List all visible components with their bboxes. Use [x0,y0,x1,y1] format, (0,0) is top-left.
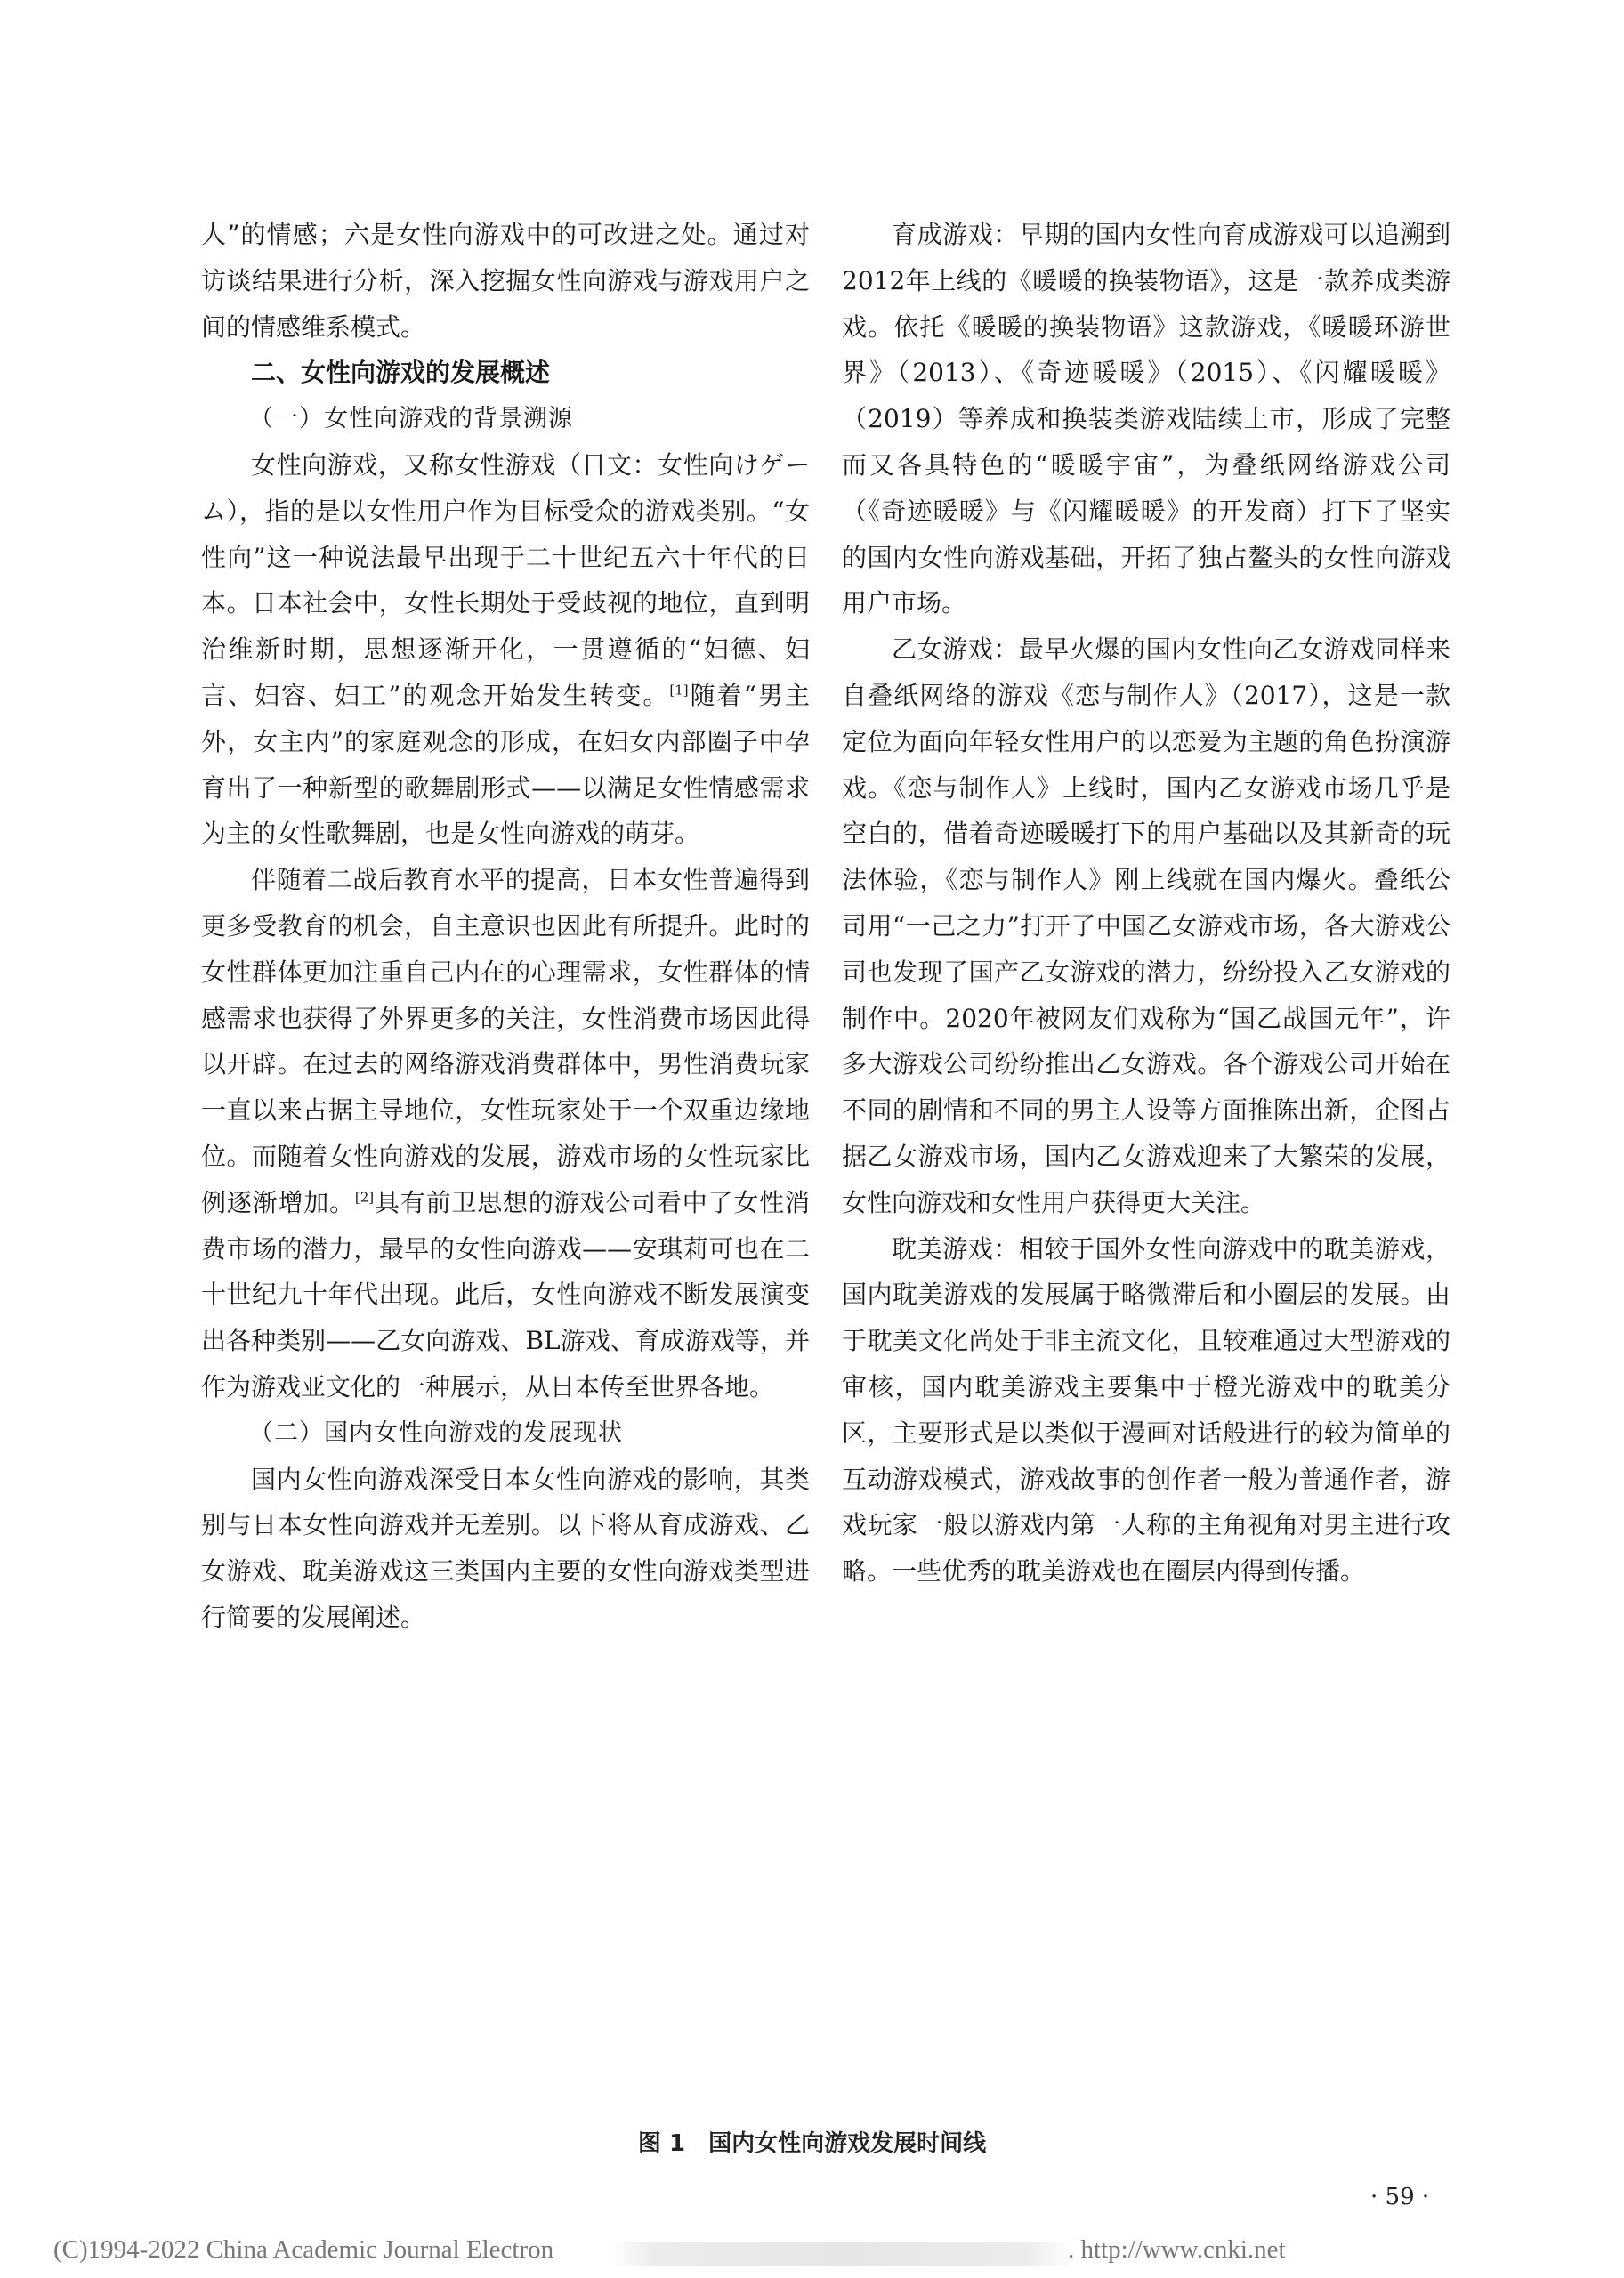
footer-obscured-region [610,2242,1072,2266]
paragraph-definition-text: 女性向游戏，又称女性游戏（日文：女性向けゲーム），指的是以女性用户作为目标受众的游戏类别。“女性向”这一种说法最早出现于二十世纪五六十年代的日本。日本社会中，女性长期处于受歧视的地位，直到明治维新时期，思想逐渐开化，一贯遵循的“妇德、妇言、妇容、妇工”的观念开始发生转变。 [201,449,810,710]
paragraph-postwar-text-cont: 具有前卫思想的游戏公司看中了女性消费市场的潜力，最早的女性向游戏——安琪莉可也在二十世纪九十年代出现。此后，女性向游戏不断发展演变出各种类别——乙女向游戏、BL游戏、育成游戏等，并作为游戏亚文化的一种展示，从日本传至世界各地。 [201,1187,810,1402]
reference-marker-1: [1] [669,682,689,699]
paragraph-danmei-games: 耽美游戏：相较于国外女性向游戏中的耽美游戏，国内耽美游戏的发展属于略微滞后和小圈层的发展。由于耽美文化尚处于非主流文化，且较难通过大型游戏的审核，国内耽美游戏主要集中于橙光游戏中的耽美分区，主要形式是以类似于漫画对话般进行的较为简单的互动游戏模式，游戏故事的创作者一般为普通作者，游戏玩家一般以游戏内第一人称的主角视角对男主进行攻略。一些优秀的耽美游戏也在圈层内得到传播。 [842,1233,1450,1587]
subsection-heading-domestic: （二）国内女性向游戏的发展现状 [249,1418,623,1447]
paragraph-postwar [201,857,810,1410]
paragraph-definition-text-cont: 随着“男主外，女主内”的家庭观念的形成，在妇女内部圈子中孕育出了一种新型的歌舞剧形式——以满足女性情感需求为主的女性歌舞剧，也是女性向游戏的萌芽。 [201,680,810,849]
paragraph-yucheng-games: 育成游戏：早期的国内女性向育成游戏可以追溯到2012年上线的《暖暖的换装物语》，这是一款养成类游戏。依托《暖暖的换装物语》这款游戏，《暖暖环游世界》（2013）、《奇迹暖暖》（2015）、《闪耀暖暖》（2019）等养成和换装类游戏陆续上市，形成了完整而又各具特色的“暖暖宇宙”，为叠纸网络游戏公司（《奇迹暖暖》与《闪耀暖暖》的开发商）打下了坚实的国内女性向游戏基础，开拓了独占鳌头的女性向游戏用户市场。 [842,220,1450,618]
footer-copyright-text: (C)1994-2022 China Academic Journal Electron [53,2235,554,2264]
reference-marker-2: [2] [354,1189,375,1206]
copyright-footer [53,2235,1566,2271]
subsection-heading-background: （一）女性向游戏的背景溯源 [249,405,573,433]
paragraph-definition [201,442,810,857]
section-heading-development: 二、女性向游戏的发展概述 [251,358,551,388]
intro-paragraph: 人”的情感；六是女性向游戏中的可改进之处。通过对访谈结果进行分析，深入挖掘女性向游戏与游戏用户之间的情感维系模式。 [201,220,810,342]
paragraph-otome-games: 乙女游戏：最早火爆的国内女性向乙女游戏同样来自叠纸网络的游戏《恋与制作人》（2017），这是一款定位为面向年轻女性用户的以恋爱为主题的角色扮演游戏。《恋与制作人》上线时，国内乙女游戏市场几乎是空白的，借着奇迹暖暖打下的用户基础以及其新奇的玩法体验，《恋与制作人》刚上线就在国内爆火。叠纸公司用“一己之力”打开了中国乙女游戏市场，各大游戏公司也发现了国产乙女游戏的潜力，纷纷投入乙女游戏的制作中。2020年被网友们戏称为“国乙战国元年”，许多大游戏公司纷纷推出乙女游戏。各个游戏公司开始在不同的剧情和不同的男主人设等方面推陈出新，企图占据乙女游戏市场，国内乙女游戏迎来了大繁荣的发展，女性向游戏和女性用户获得更大关注。 [842,634,1450,1217]
page-number: · 59 · [1370,2184,1430,2210]
right-column [842,212,1450,1595]
paragraph-domestic: 国内女性向游戏深受日本女性向游戏的影响，其类别与日本女性向游戏并无差别。以下将从育成游戏、乙女游戏、耽美游戏这三类国内主要的女性向游戏类型进行简要的发展阐述。 [201,1464,810,1632]
left-column [201,212,810,1641]
footer-url-text: . http://www.cnki.net [1068,2235,1286,2264]
paragraph-postwar-text: 伴随着二战后教育水平的提高，日本女性普遍得到更多受教育的机会，自主意识也因此有所提升。此时的女性群体更加注重自己内在的心理需求，女性群体的情感需求也获得了外界更多的关注，女性消费市场因此得以开辟。在过去的网络游戏消费群体中，男性消费玩家一直以来占据主导地位，女性玩家处于一个双重边缘地位。而随着女性向游戏的发展，游戏市场的女性玩家比例逐渐增加。 [201,865,810,1217]
figure-caption: 图 1 国内女性向游戏发展时间线 [637,2130,987,2157]
